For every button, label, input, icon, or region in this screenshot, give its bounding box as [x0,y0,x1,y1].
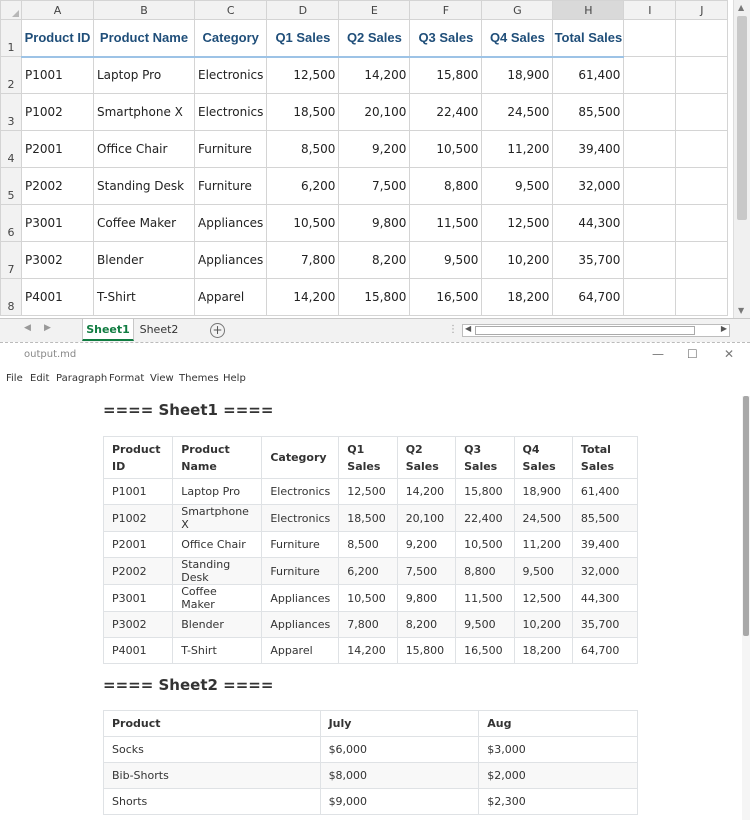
column-header-f[interactable]: F [410,1,482,20]
document-content [0,392,742,820]
empty-cell[interactable] [624,279,676,316]
data-cell[interactable]: 61,400 [553,57,624,94]
md-header-text: Q4 [522,442,540,456]
md-cell: Electronics [262,479,339,505]
md-cell: 18,900 [514,479,572,505]
row-header-5[interactable]: 5 [1,168,22,205]
md-cell: 44,300 [572,585,637,612]
empty-cell[interactable] [624,57,676,94]
md-cell: $8,000 [320,763,479,789]
md-cell: 8,500 [339,532,397,558]
md-cell: 9,500 [514,558,572,585]
md-cell: T-Shirt [173,638,262,664]
data-cell[interactable]: Standing Desk [94,168,195,205]
empty-cell[interactable] [676,242,728,279]
md-cell: P3002 [104,612,173,638]
window-title: output.md [24,349,77,360]
data-cell[interactable]: P2002 [22,168,94,205]
header-cell[interactable]: Product ID [22,20,94,57]
md-cell: 32,000 [572,558,637,585]
table-row [1,57,728,94]
md-header-cell: Aug [479,711,638,737]
menu-themes[interactable]: Themes [179,373,219,384]
header-row [1,20,728,57]
horizontal-scrollbar[interactable] [462,324,730,337]
scroll-left-arrow-icon[interactable]: ◀ [465,324,472,333]
close-icon[interactable]: ✕ [724,347,735,361]
table-row [1,242,728,279]
data-cell[interactable]: 39,400 [553,131,624,168]
data-cell[interactable]: 18,200 [482,279,553,316]
md-cell: Apparel [262,638,339,664]
md-header-text: Sales [580,459,615,473]
row-header-7[interactable]: 7 [1,242,22,279]
data-cell[interactable]: Electronics [195,94,267,131]
sheet1-table [103,436,638,664]
md-cell: 39,400 [572,532,637,558]
md-cell: 9,500 [456,612,514,638]
add-sheet-icon[interactable]: + [210,323,225,338]
empty-cell[interactable] [676,94,728,131]
data-cell[interactable]: Appliances [195,205,267,242]
md-header-cell [173,437,262,479]
md-cell: 12,500 [514,585,572,612]
md-cell: 10,200 [514,612,572,638]
md-cell: Coffee Maker [173,585,262,612]
data-cell[interactable]: P2001 [22,131,94,168]
md-header-cell [572,437,637,479]
row-header-2[interactable]: 2 [1,57,22,94]
md-cell: 6,200 [339,558,397,585]
maximize-icon[interactable]: ☐ [687,347,698,361]
header-cell[interactable]: Q3 Sales [410,20,482,57]
md-header-cell [456,437,514,479]
empty-cell[interactable] [676,279,728,316]
md-header-cell [339,437,397,479]
data-cell[interactable]: 14,200 [339,57,410,94]
data-cell[interactable]: 6,200 [267,168,339,205]
row-header-3[interactable]: 3 [1,94,22,131]
data-cell[interactable]: 44,300 [553,205,624,242]
md-cell: 8,200 [397,612,455,638]
table-row [104,737,638,763]
cell-grid [0,0,728,316]
md-header-cell [262,437,339,479]
sheet-tab-bar [0,318,750,342]
data-cell[interactable]: 10,200 [482,242,553,279]
md-cell: Furniture [262,532,339,558]
md-cell: 8,800 [456,558,514,585]
data-cell[interactable]: 35,700 [553,242,624,279]
data-cell[interactable]: Furniture [195,168,267,205]
md-cell: 24,500 [514,505,572,532]
data-cell[interactable]: 9,800 [339,205,410,242]
data-cell[interactable]: 16,500 [410,279,482,316]
row-header-8[interactable]: 8 [1,279,22,316]
row-header-6[interactable]: 6 [1,205,22,242]
md-cell: 18,500 [339,505,397,532]
data-cell[interactable]: 64,700 [553,279,624,316]
data-cell[interactable]: 8,500 [267,131,339,168]
md-header-text: Name [181,459,217,473]
empty-cell[interactable] [676,168,728,205]
empty-cell[interactable] [624,94,676,131]
row-header-4[interactable]: 4 [1,131,22,168]
table-row [104,532,638,558]
md-cell: Standing Desk [173,558,262,585]
data-cell[interactable]: 9,500 [482,168,553,205]
md-header-text: Q1 [347,442,365,456]
md-cell: 10,500 [456,532,514,558]
data-cell[interactable]: P3002 [22,242,94,279]
md-cell: P2002 [104,558,173,585]
md-cell: $3,000 [479,737,638,763]
md-header-text: Sales [405,459,439,473]
minimize-icon[interactable]: — [652,347,664,361]
table-row [1,168,728,205]
data-cell[interactable]: 10,500 [267,205,339,242]
header-cell[interactable]: Product Name [94,20,195,57]
md-header-cell: July [320,711,479,737]
md-cell: P3001 [104,585,173,612]
data-cell[interactable]: 85,500 [553,94,624,131]
column-header-e[interactable]: E [339,1,410,20]
empty-cell[interactable] [624,242,676,279]
md-cell: Blender [173,612,262,638]
data-cell[interactable]: 11,200 [482,131,553,168]
data-cell[interactable]: 15,800 [339,279,410,316]
empty-cell[interactable] [676,131,728,168]
data-cell[interactable]: 18,900 [482,57,553,94]
md-cell: P1001 [104,479,173,505]
menu-view[interactable]: View [150,373,174,384]
vertical-scrollbar[interactable] [733,0,750,318]
menu-paragraph[interactable]: Paragraph [56,373,108,384]
column-header-j[interactable]: J [676,1,728,20]
column-header-a[interactable]: A [22,1,94,20]
md-cell: 22,400 [456,505,514,532]
header-cell[interactable]: Q4 Sales [482,20,553,57]
markdown-editor-window [0,344,750,820]
data-cell[interactable]: P3001 [22,205,94,242]
md-cell: $2,000 [479,763,638,789]
data-cell[interactable]: 18,500 [267,94,339,131]
data-cell[interactable]: Laptop Pro [94,57,195,94]
data-cell[interactable]: 14,200 [267,279,339,316]
data-cell[interactable]: 20,100 [339,94,410,131]
title-bar [0,344,750,366]
data-cell[interactable]: 8,200 [339,242,410,279]
md-header-cell: Product [104,711,321,737]
table-row [104,479,638,505]
data-cell[interactable]: 10,500 [410,131,482,168]
empty-cell[interactable] [624,168,676,205]
md-cell: Bib-Shorts [104,763,321,789]
vertical-scroll-thumb[interactable] [737,16,747,220]
md-cell: 85,500 [572,505,637,532]
data-cell[interactable]: 9,500 [410,242,482,279]
md-cell: 14,200 [339,638,397,664]
md-header-cell [514,437,572,479]
data-cell[interactable]: Office Chair [94,131,195,168]
md-cell: 20,100 [397,505,455,532]
sheet1-heading: ==== Sheet1 ==== [103,401,274,419]
md-cell: 35,700 [572,612,637,638]
md-cell: Smartphone X [173,505,262,532]
spreadsheet-window [0,0,750,343]
table-row [1,279,728,316]
md-cell: 11,500 [456,585,514,612]
data-cell[interactable]: 15,800 [410,57,482,94]
data-cell[interactable]: T-Shirt [94,279,195,316]
data-cell[interactable]: Furniture [195,131,267,168]
sheet2-heading: ==== Sheet2 ==== [103,676,274,694]
md-cell: 18,200 [514,638,572,664]
column-header-g[interactable]: G [482,1,553,20]
select-all-corner[interactable] [1,1,22,20]
data-cell[interactable]: 22,400 [410,94,482,131]
md-header-text: Sales [522,459,556,473]
horizontal-scroll-thumb[interactable] [475,326,695,335]
md-cell: 15,800 [456,479,514,505]
md-cell: Socks [104,737,321,763]
next-sheet-icon[interactable]: ▶ [44,323,51,333]
data-cell[interactable]: Apparel [195,279,267,316]
scroll-up-arrow-icon[interactable]: ▲ [738,3,745,12]
header-cell[interactable]: Total Sales [553,20,624,57]
md-cell: $2,300 [479,789,638,815]
data-cell[interactable]: Blender [94,242,195,279]
data-cell[interactable]: Appliances [195,242,267,279]
data-cell[interactable]: Smartphone X [94,94,195,131]
data-cell[interactable]: Electronics [195,57,267,94]
data-cell[interactable]: P1002 [22,94,94,131]
table-row [104,585,638,612]
md-cell: P2001 [104,532,173,558]
md-header-text: Category [270,451,327,464]
menu-file[interactable]: File [6,373,23,384]
md-cell: 9,200 [397,532,455,558]
data-cell[interactable]: Coffee Maker [94,205,195,242]
data-cell[interactable]: 8,800 [410,168,482,205]
md-cell: $9,000 [320,789,479,815]
spreadsheet-grid [0,0,733,318]
header-cell[interactable]: Q2 Sales [339,20,410,57]
menu-edit[interactable]: Edit [30,373,50,384]
md-header-text: Sales [464,459,498,473]
data-cell[interactable]: 32,000 [553,168,624,205]
table-row [104,789,638,815]
data-cell[interactable]: 12,500 [267,57,339,94]
menu-bar [0,366,750,392]
empty-cell[interactable] [676,20,728,57]
header-cell[interactable]: Category [195,20,267,57]
md-cell: Appliances [262,585,339,612]
empty-cell[interactable] [624,131,676,168]
table-row [1,131,728,168]
md-cell: Electronics [262,505,339,532]
tab-sheet1[interactable]: Sheet1 [82,319,134,341]
md-header-text: ID [112,459,126,473]
data-cell[interactable]: 11,500 [410,205,482,242]
tab-sheet2[interactable]: Sheet2 [139,323,179,336]
empty-cell[interactable] [624,20,676,57]
sheet2-table [103,710,638,815]
md-cell: Office Chair [173,532,262,558]
editor-vertical-scrollbar[interactable] [742,396,750,820]
md-header-cell [397,437,455,479]
md-cell: 14,200 [397,479,455,505]
menu-format[interactable]: Format [109,373,145,384]
table-row [104,763,638,789]
md-cell: P4001 [104,638,173,664]
data-cell[interactable]: 9,200 [339,131,410,168]
md-cell: 16,500 [456,638,514,664]
column-header-h[interactable]: H [553,1,624,20]
md-cell: 64,700 [572,638,637,664]
scroll-right-arrow-icon[interactable]: ▶ [720,324,727,333]
md-header-cell [104,437,173,479]
md-header-text: Q3 [464,442,482,456]
column-header-i[interactable]: I [624,1,676,20]
data-cell[interactable]: 7,800 [267,242,339,279]
md-cell: Laptop Pro [173,479,262,505]
md-cell: Appliances [262,612,339,638]
md-header-text: Q2 [405,442,423,456]
splitter-handle-icon[interactable]: ⋮ [448,324,458,335]
menu-help[interactable]: Help [223,373,246,384]
md-cell: 9,800 [397,585,455,612]
scroll-down-arrow-icon[interactable]: ▼ [738,306,745,315]
column-header-b[interactable]: B [94,1,195,20]
data-cell[interactable]: 12,500 [482,205,553,242]
empty-cell[interactable] [624,205,676,242]
md-cell: 61,400 [572,479,637,505]
md-cell: 15,800 [397,638,455,664]
data-cell[interactable]: 7,500 [339,168,410,205]
table-row [104,612,638,638]
row-header-1[interactable]: 1 [1,20,22,57]
md-header-text: Total [580,442,611,456]
empty-cell[interactable] [676,57,728,94]
md-cell: Furniture [262,558,339,585]
md-cell: P1002 [104,505,173,532]
table-row [1,94,728,131]
editor-scroll-thumb[interactable] [743,396,749,636]
md-header-text: Sales [347,459,381,473]
md-cell: 7,500 [397,558,455,585]
empty-cell[interactable] [676,205,728,242]
table-row [1,205,728,242]
data-cell[interactable]: 24,500 [482,94,553,131]
data-cell[interactable]: P4001 [22,279,94,316]
md-header-text: Product [181,442,230,456]
data-cell[interactable]: P1001 [22,57,94,94]
md-cell: 10,500 [339,585,397,612]
md-cell: 11,200 [514,532,572,558]
md-cell: Shorts [104,789,321,815]
column-header-d[interactable]: D [267,1,339,20]
table-row [104,558,638,585]
md-cell: $6,000 [320,737,479,763]
table-row [104,638,638,664]
table-row [104,505,638,532]
md-header-text: Product [112,442,161,456]
header-cell[interactable]: Q1 Sales [267,20,339,57]
prev-sheet-icon[interactable]: ◀ [24,323,31,333]
md-cell: 12,500 [339,479,397,505]
column-header-c[interactable]: C [195,1,267,20]
md-cell: 7,800 [339,612,397,638]
